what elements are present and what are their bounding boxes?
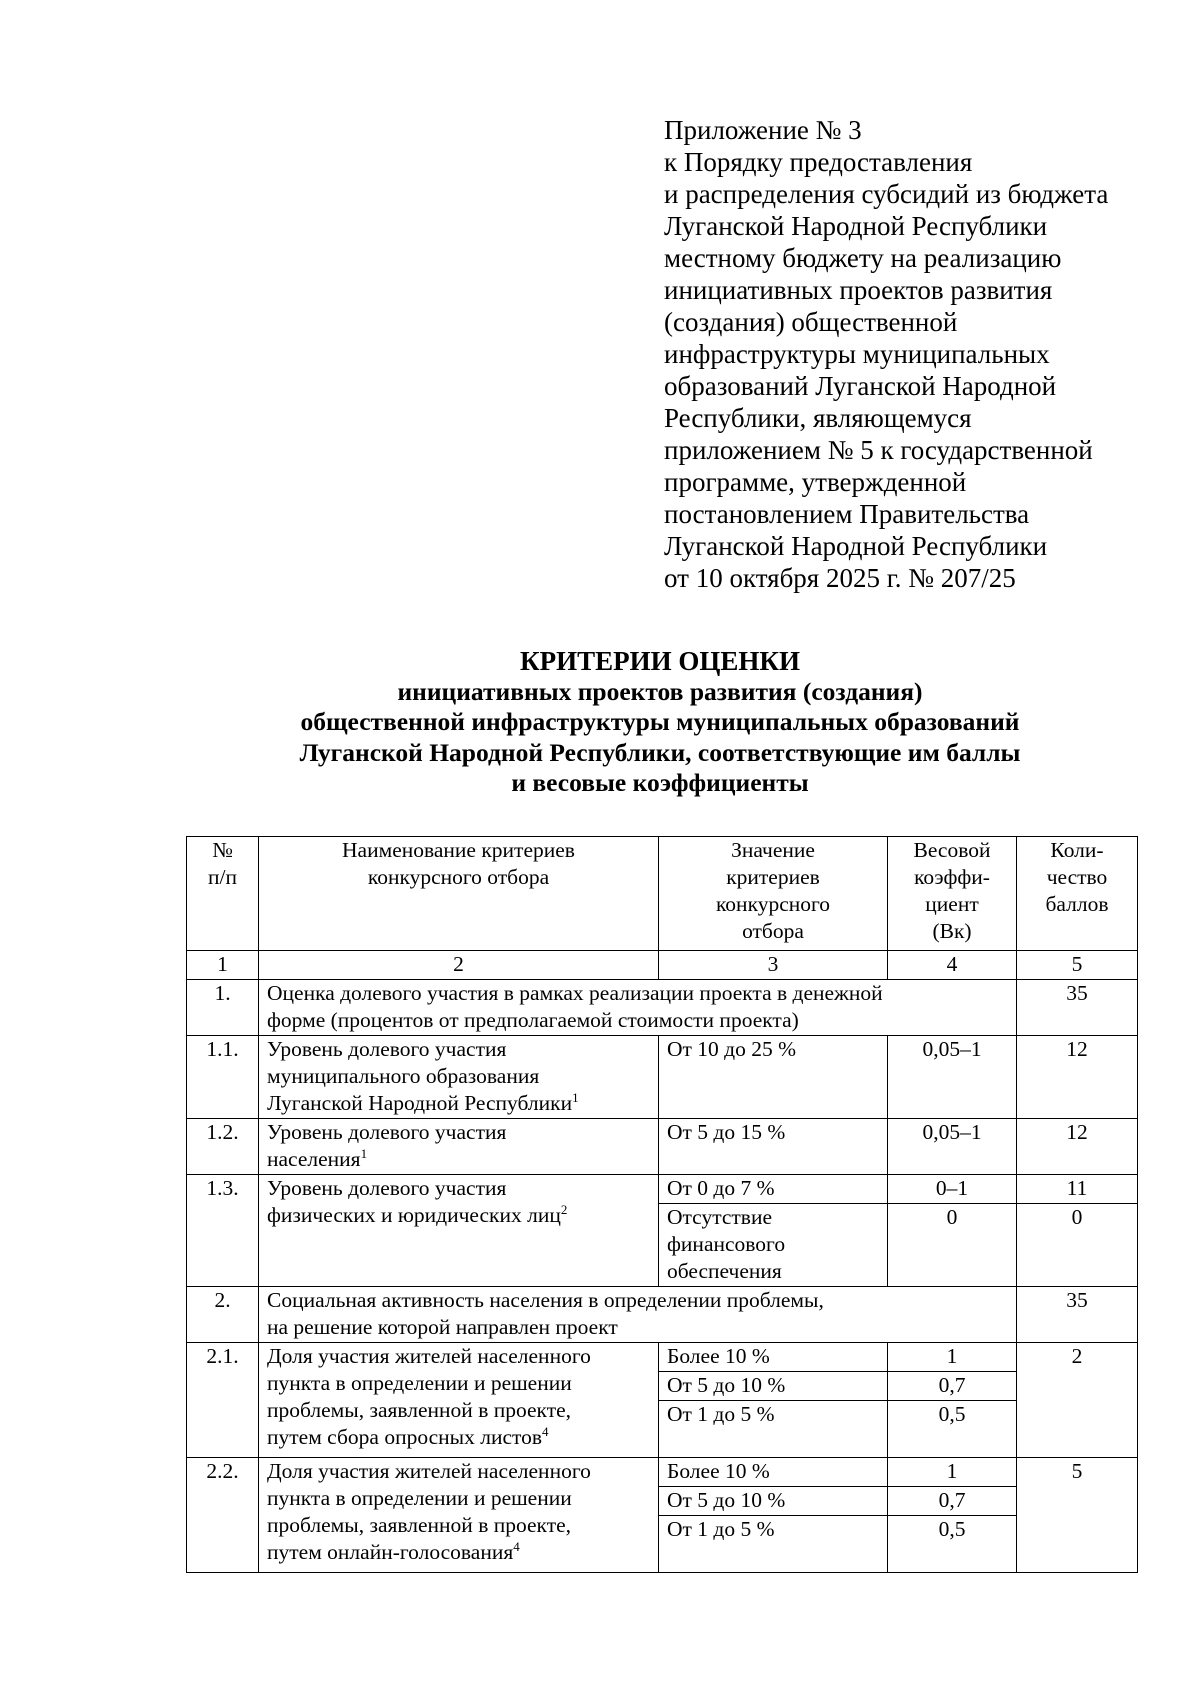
appendix-line: и распределения субсидий из бюджета [664, 179, 1109, 209]
appendix-line: Луганской Народной Республики [664, 531, 1048, 561]
appendix-line: Республики, являющемуся [664, 403, 972, 433]
header-points: Коли- чество баллов [1017, 837, 1138, 951]
criterion-name: Уровень долевого участия муниципального образования Луганской Народной Республики$^1$ [259, 1036, 659, 1119]
criterion-num: 1.1. [187, 1036, 259, 1119]
footnote-ref: 1 [360, 1145, 368, 1161]
appendix-line: Луганской Народной Республики [664, 211, 1048, 241]
appendix-line: приложением № 5 к государственной [664, 435, 1093, 465]
column-number-row [187, 951, 1138, 980]
header-weight: Весовой коэффи- циент (Вк) [888, 837, 1017, 951]
criterion-value: Более 10 % [659, 1458, 888, 1487]
title-line: инициативных проектов развития (создания) [397, 676, 923, 706]
header-row [187, 837, 1138, 951]
criterion-points: 2 [1017, 1343, 1138, 1458]
criterion-value: От 1 до 5 % [659, 1401, 888, 1458]
criterion-num: 1.2. [187, 1119, 259, 1175]
criterion-value: Более 10 % [659, 1343, 888, 1372]
criterion-value: От 5 до 10 % [659, 1487, 888, 1516]
footnote-ref: 4 [542, 1423, 549, 1439]
section-row-1 [187, 980, 1138, 1036]
criterion-name: Доля участия жителей населенного пункта в определении и решении проблемы, заявленной в проекте, путем онлайн-голосования$^4$ [259, 1458, 659, 1573]
criterion-weight: 0,5 [888, 1516, 1017, 1573]
section-points: 35 [1017, 980, 1138, 1036]
header-num: № п/п [187, 837, 259, 951]
criterion-points: 11 [1017, 1175, 1138, 1204]
section-title: Социальная активность населения в определении проблемы, на решение которой направлен проект [259, 1287, 1017, 1343]
appendix-line: инициативных проектов развития [664, 275, 1053, 305]
criterion-row-2-2 [187, 1458, 1138, 1487]
column-number: 1 [187, 951, 259, 980]
appendix-line: образований Луганской Народной [664, 371, 1057, 401]
criterion-row-1-2 [187, 1119, 1138, 1175]
criterion-weight: 0–1 [888, 1175, 1017, 1204]
footnote-ref: 1 [572, 1089, 579, 1105]
criteria-table [186, 836, 1138, 1573]
criterion-value: Отсутствие финансового обеспечения [659, 1204, 888, 1287]
appendix-line: к Порядку предоставления [664, 147, 973, 177]
criterion-value: От 0 до 7 % [659, 1175, 888, 1204]
appendix-line: от 10 октября 2025 г. № 207/25 [664, 563, 1016, 593]
criterion-value: От 1 до 5 % [659, 1516, 888, 1573]
criterion-weight: 1 [888, 1343, 1017, 1372]
criterion-weight: 0,5 [888, 1401, 1017, 1458]
criterion-name: Доля участия жителей населенного пункта в определении и решении проблемы, заявленной в проекте, путем сбора опросных листов$^4$ [259, 1343, 659, 1458]
criterion-weight: 0,05–1 [888, 1036, 1017, 1119]
appendix-line: постановлением Правительства [664, 499, 1030, 529]
title-line: общественной инфраструктуры муниципальных образований [300, 707, 1020, 736]
criterion-name: Уровень долевого участия физических и юридических лиц$^2$ [259, 1175, 659, 1287]
column-number: 3 [659, 951, 888, 980]
criterion-value: От 10 до 25 % [659, 1036, 888, 1119]
appendix-line: программе, утвержденной [664, 467, 967, 497]
appendix-line: местному бюджету на реализацию [664, 243, 1062, 273]
appendix-block [664, 114, 1184, 594]
appendix-line: (создания) общественной [664, 307, 958, 337]
criterion-num: 1.3. [187, 1175, 259, 1287]
criterion-value: От 5 до 10 % [659, 1372, 888, 1401]
section-row-2 [187, 1287, 1138, 1343]
criterion-num: 2.1. [187, 1343, 259, 1458]
criterion-points: 12 [1017, 1119, 1138, 1175]
footnote-ref: 4 [513, 1538, 520, 1554]
section-num: 2. [187, 1287, 259, 1343]
criterion-row-1-3 [187, 1175, 1138, 1204]
section-title: Оценка долевого участия в рамках реализации проекта в денежной форме (процентов от предполагаемой стоимости проекта) [259, 980, 1017, 1036]
criterion-row-2-1 [187, 1343, 1138, 1372]
criterion-weight: 0,7 [888, 1372, 1017, 1401]
header-value: Значение критериев конкурсного отбора [659, 837, 888, 951]
title-line: и весовые коэффициенты [511, 768, 809, 797]
criterion-num: 2.2. [187, 1458, 259, 1573]
criterion-row-1-1 [187, 1036, 1138, 1119]
criterion-weight: 0,7 [888, 1487, 1017, 1516]
section-points: 35 [1017, 1287, 1138, 1343]
header-name: Наименование критериев конкурсного отбора [259, 837, 659, 951]
column-number: 2 [259, 951, 659, 980]
criterion-points: 12 [1017, 1036, 1138, 1119]
criterion-name: Уровень долевого участия населения$^1$ [259, 1119, 659, 1175]
section-num: 1. [187, 980, 259, 1036]
criterion-value: От 5 до 15 % [659, 1119, 888, 1175]
criterion-weight: 0 [888, 1204, 1017, 1287]
title-line: Луганской Народной Республики, соответствующие им баллы [299, 737, 1021, 767]
appendix-line: Приложение № 3 [664, 115, 862, 145]
criterion-weight: 1 [888, 1458, 1017, 1487]
document-title [180, 646, 1140, 799]
column-number: 4 [888, 951, 1017, 980]
column-number: 5 [1017, 951, 1138, 980]
criterion-points: 0 [1017, 1204, 1138, 1287]
footnote-ref: 2 [560, 1201, 568, 1217]
title-main: КРИТЕРИИ ОЦЕНКИ [520, 646, 800, 676]
criterion-points: 5 [1017, 1458, 1138, 1573]
criterion-weight: 0,05–1 [888, 1119, 1017, 1175]
appendix-line: инфраструктуры муниципальных [664, 339, 1050, 369]
